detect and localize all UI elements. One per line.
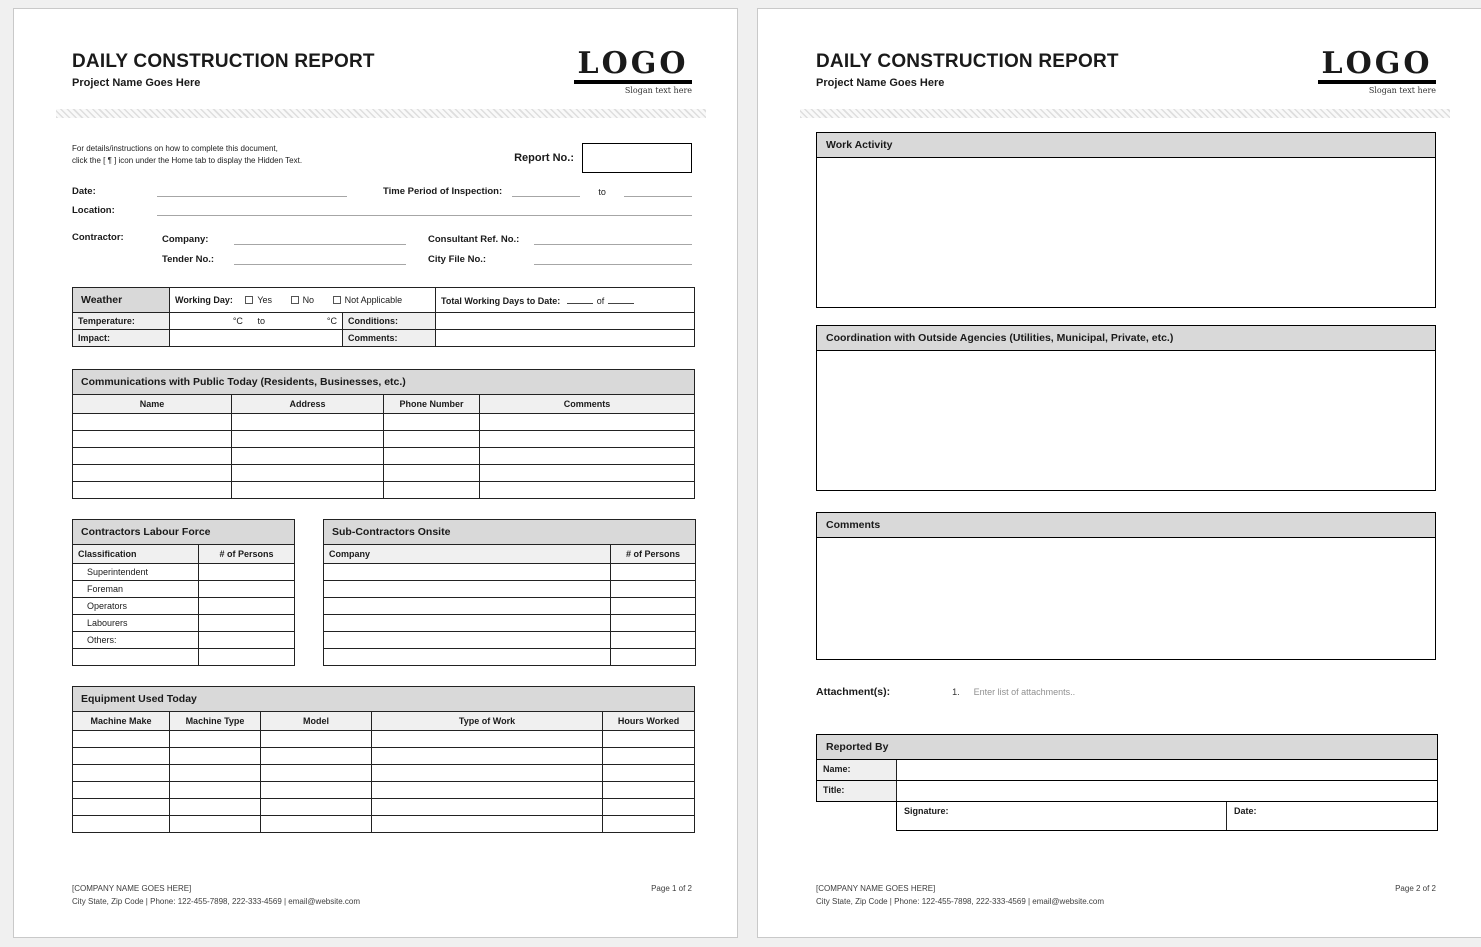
coordination-section: [816, 325, 1436, 491]
table-cell[interactable]: [261, 782, 372, 799]
signature-row: [896, 802, 1438, 831]
reported-by-name-row: [816, 760, 1438, 781]
attachments-row: [816, 686, 1436, 698]
impact-label: Impact:: [73, 330, 170, 347]
date-field[interactable]: [157, 184, 347, 197]
subcontractors-table: [323, 519, 696, 666]
no-label: No: [302, 295, 315, 305]
comments-field[interactable]: [816, 538, 1436, 660]
deg-c-1: °C: [232, 316, 243, 326]
contractor-row-1: [162, 232, 692, 245]
table-cell[interactable]: [261, 748, 372, 765]
report-no: [514, 143, 692, 173]
time-to-label: to: [598, 187, 606, 197]
total-days-cell: [436, 288, 695, 313]
table-cell[interactable]: [480, 482, 695, 499]
col-header-persons: # of Persons: [611, 545, 696, 564]
table-row: [324, 564, 696, 581]
weather-comments-label: Comments:: [343, 330, 436, 347]
signature-label: Signature:: [904, 806, 949, 816]
total-days-label: Total Working Days to Date:: [441, 296, 561, 306]
table-cell[interactable]: [170, 765, 261, 782]
contractor-grid: [162, 232, 692, 272]
table-cell[interactable]: [324, 632, 611, 649]
footer-left: [72, 883, 360, 909]
table-cell[interactable]: [232, 465, 384, 482]
col-header-machine-make: Machine Make: [73, 712, 170, 731]
labour-row-label: Superintendent: [73, 564, 199, 581]
weather-title: Weather: [73, 288, 170, 313]
labour-row-label: Others:: [73, 632, 199, 649]
location-row: [72, 203, 692, 216]
work-activity-section: [816, 132, 1436, 308]
page-1: [13, 8, 738, 938]
table-row: [73, 431, 695, 448]
working-day-cell: [170, 288, 436, 313]
table-cell[interactable]: [372, 799, 603, 816]
report-no-field[interactable]: [582, 143, 692, 173]
table-row: [73, 581, 295, 598]
col-header-company: Company: [324, 545, 611, 564]
table-row: [324, 581, 696, 598]
table-cell[interactable]: [73, 465, 232, 482]
table-cell[interactable]: [73, 448, 232, 465]
page-title: DAILY CONSTRUCTION REPORT: [816, 51, 1119, 72]
table-cell[interactable]: [261, 731, 372, 748]
table-cell[interactable]: [603, 748, 695, 765]
col-header-address: Address: [232, 395, 384, 414]
table-cell[interactable]: [372, 731, 603, 748]
yes-label: Yes: [257, 295, 273, 305]
table-cell[interactable]: [611, 564, 696, 581]
table-row: [324, 632, 696, 649]
reported-by-title: Reported By: [816, 734, 1438, 760]
footer-contact: City State, Zip Code | Phone: 122-455-7898, 222-333-4569 | email@website.com: [72, 897, 360, 907]
table-row: [73, 564, 295, 581]
table-row: [324, 615, 696, 632]
table-row: [73, 448, 695, 465]
table-row: [73, 731, 695, 748]
table-row: [73, 748, 695, 765]
table-cell[interactable]: [611, 649, 696, 666]
date-row: [72, 184, 692, 197]
page-number: Page 1 of 2: [651, 884, 692, 894]
name-label: Name:: [817, 760, 897, 780]
table-cell[interactable]: [170, 799, 261, 816]
equipment-table: [72, 686, 695, 833]
instructions-line2: click the [ ¶ ] icon under the Home tab to display the Hidden Text.: [72, 156, 303, 165]
table-cell[interactable]: [232, 414, 384, 431]
col-header-type-of-work: Type of Work: [372, 712, 603, 731]
table-cell[interactable]: [372, 748, 603, 765]
footer-company: [COMPANY NAME GOES HERE]: [72, 884, 192, 894]
checkbox-yes-icon[interactable]: [245, 296, 253, 304]
table-cell[interactable]: [199, 615, 295, 632]
attachments-placeholder[interactable]: Enter list of attachments..: [973, 687, 1076, 697]
table-cell[interactable]: [170, 731, 261, 748]
weather-table: [72, 287, 695, 347]
labour-row-label: Operators: [73, 598, 199, 615]
table-cell[interactable]: [232, 431, 384, 448]
contractor-row-2: [162, 252, 692, 265]
total-days-of-field[interactable]: [608, 294, 634, 304]
tender-no-field[interactable]: [234, 252, 406, 265]
table-cell[interactable]: [384, 431, 480, 448]
table-row: [73, 632, 295, 649]
doc-header-text: [72, 51, 375, 89]
temperature-label: Temperature:: [73, 313, 170, 330]
doc-header: [72, 46, 692, 95]
table-cell[interactable]: [73, 731, 170, 748]
time-period-label: Time Period of Inspection:: [383, 186, 503, 197]
contractor-label: Contractor:: [72, 232, 124, 243]
logo: [574, 46, 692, 95]
table-cell[interactable]: [73, 431, 232, 448]
labour-title: Contractors Labour Force: [73, 520, 295, 545]
work-activity-title: Work Activity: [816, 132, 1436, 158]
table-cell[interactable]: [384, 482, 480, 499]
title-label: Title:: [817, 781, 897, 801]
table-row: [73, 465, 695, 482]
col-header-model: Model: [261, 712, 372, 731]
table-row: [73, 649, 295, 666]
page-title: DAILY CONSTRUCTION REPORT: [72, 51, 375, 72]
project-name: Project Name Goes Here: [72, 77, 201, 89]
table-cell[interactable]: [372, 816, 603, 833]
equipment-title: Equipment Used Today: [73, 687, 695, 712]
reported-by-title-row: [816, 781, 1438, 802]
doc-header: [816, 46, 1436, 95]
table-cell[interactable]: [603, 799, 695, 816]
table-cell[interactable]: [603, 731, 695, 748]
conditions-field[interactable]: [436, 313, 695, 330]
temp-to-label: to: [257, 316, 265, 326]
date-label: Date:: [1234, 806, 1257, 816]
coordination-title: Coordination with Outside Agencies (Utilities, Municipal, Private, etc.): [816, 325, 1436, 351]
title-field[interactable]: [897, 781, 1437, 801]
logo-slogan: Slogan text here: [1368, 86, 1436, 95]
instructions-line1: For details/instructions on how to complete this document,: [72, 144, 278, 153]
logo: [1318, 46, 1436, 95]
page-footer: [816, 883, 1436, 909]
consultant-ref-field[interactable]: [534, 232, 692, 245]
consultant-ref-label: Consultant Ref. No.:: [428, 234, 520, 245]
table-cell[interactable]: [199, 649, 295, 666]
table-cell[interactable]: [73, 765, 170, 782]
table-cell[interactable]: [611, 632, 696, 649]
table-row: [73, 765, 695, 782]
table-cell[interactable]: [261, 765, 372, 782]
table-cell[interactable]: [261, 799, 372, 816]
table-cell[interactable]: [170, 782, 261, 799]
coordination-field[interactable]: [816, 351, 1436, 491]
table-cell[interactable]: [324, 615, 611, 632]
table-cell[interactable]: [384, 414, 480, 431]
table-cell[interactable]: [324, 649, 611, 666]
name-field[interactable]: [897, 760, 1437, 780]
communications-table: [72, 369, 695, 499]
company-field[interactable]: [234, 232, 406, 245]
comments-section: [816, 512, 1436, 660]
contractor-block: [72, 232, 692, 272]
table-cell[interactable]: [199, 598, 295, 615]
table-row: [324, 598, 696, 615]
impact-field[interactable]: [170, 330, 343, 347]
instructions: [72, 143, 302, 173]
logo-slogan: Slogan text here: [624, 86, 692, 95]
na-label: Not Applicable: [344, 295, 403, 305]
working-day-label: Working Day:: [175, 295, 233, 305]
labour-subcontractor-row: [72, 519, 692, 666]
table-cell[interactable]: [324, 581, 611, 598]
time-to-field[interactable]: [624, 184, 692, 197]
attachments-number: 1.: [952, 687, 960, 697]
conditions-label: Conditions:: [343, 313, 436, 330]
table-cell[interactable]: [603, 782, 695, 799]
page-number: Page 2 of 2: [1395, 884, 1436, 894]
city-file-field[interactable]: [534, 252, 692, 265]
table-cell[interactable]: [480, 448, 695, 465]
table-cell[interactable]: [73, 799, 170, 816]
checkbox-na-icon[interactable]: [333, 296, 341, 304]
communications-title: Communications with Public Today (Residents, Businesses, etc.): [73, 370, 695, 395]
signature-field[interactable]: [897, 802, 1227, 830]
location-label: Location:: [72, 205, 115, 216]
date-label: Date:: [72, 186, 96, 197]
total-days-field[interactable]: [567, 294, 593, 304]
temperature-cell[interactable]: [170, 313, 343, 330]
table-cell[interactable]: [480, 414, 695, 431]
divider-hatch: [56, 109, 706, 118]
table-cell[interactable]: [261, 816, 372, 833]
col-header-machine-type: Machine Type: [170, 712, 261, 731]
table-cell[interactable]: [73, 782, 170, 799]
city-file-label: City File No.:: [428, 254, 487, 265]
table-cell[interactable]: [480, 465, 695, 482]
table-row: [73, 598, 295, 615]
table-cell[interactable]: [73, 414, 232, 431]
footer-left: [816, 883, 1104, 909]
table-row: [324, 649, 696, 666]
table-cell[interactable]: [170, 748, 261, 765]
col-header-name: Name: [73, 395, 232, 414]
project-name: Project Name Goes Here: [816, 77, 945, 89]
table-row: [73, 482, 695, 499]
labour-row-label: Foreman: [73, 581, 199, 598]
table-cell[interactable]: [199, 632, 295, 649]
table-cell[interactable]: [372, 765, 603, 782]
working-day-na: [333, 295, 403, 305]
col-header-classification: Classification: [73, 545, 199, 564]
table-cell[interactable]: [170, 816, 261, 833]
table-cell[interactable]: [324, 564, 611, 581]
table-cell[interactable]: [384, 465, 480, 482]
table-cell[interactable]: [480, 431, 695, 448]
report-no-label: Report No.:: [514, 152, 574, 164]
table-cell[interactable]: [73, 748, 170, 765]
table-cell[interactable]: [372, 782, 603, 799]
table-row: [73, 414, 695, 431]
doc-header-text: [816, 51, 1119, 89]
col-header-comments: Comments: [480, 395, 695, 414]
of-label: of: [596, 296, 605, 306]
col-header-phone: Phone Number: [384, 395, 480, 414]
checkbox-no-icon[interactable]: [291, 296, 299, 304]
table-cell[interactable]: [611, 598, 696, 615]
subcontractors-title: Sub-Contractors Onsite: [324, 520, 696, 545]
table-cell[interactable]: [73, 816, 170, 833]
attachments-label: Attachment(s):: [816, 686, 891, 698]
col-header-hours-worked: Hours Worked: [603, 712, 695, 731]
table-cell[interactable]: [73, 482, 232, 499]
company-label: Company:: [162, 234, 209, 245]
table-cell[interactable]: [603, 765, 695, 782]
table-row: [73, 816, 695, 833]
table-row: [73, 615, 295, 632]
footer-company: [COMPANY NAME GOES HERE]: [816, 884, 936, 894]
table-cell[interactable]: [611, 615, 696, 632]
working-day-no: [291, 295, 315, 305]
logo-text: LOGO: [1318, 49, 1436, 84]
table-row: [73, 799, 695, 816]
location-field[interactable]: [157, 203, 692, 216]
table-cell[interactable]: [324, 598, 611, 615]
tender-no-label: Tender No.:: [162, 254, 215, 265]
table-cell[interactable]: [199, 581, 295, 598]
divider-hatch: [800, 109, 1450, 118]
logo-text: LOGO: [574, 49, 692, 84]
page-footer: [72, 883, 692, 909]
intro-row: [72, 143, 692, 173]
table-row: [73, 782, 695, 799]
comments-title: Comments: [816, 512, 1436, 538]
work-activity-field[interactable]: [816, 158, 1436, 308]
labour-force-table: [72, 519, 295, 666]
deg-c-2: °C: [326, 316, 337, 326]
reported-by-section: [816, 734, 1438, 831]
weather-comments-field[interactable]: [436, 330, 695, 347]
table-cell[interactable]: [232, 448, 384, 465]
table-cell[interactable]: [611, 581, 696, 598]
table-cell[interactable]: [199, 564, 295, 581]
page-2: [757, 8, 1481, 938]
table-cell[interactable]: [384, 448, 480, 465]
table-cell[interactable]: [232, 482, 384, 499]
working-day-yes: [245, 295, 272, 305]
table-cell[interactable]: [603, 816, 695, 833]
footer-contact: City State, Zip Code | Phone: 122-455-7898, 222-333-4569 | email@website.com: [816, 897, 1104, 907]
col-header-persons: # of Persons: [199, 545, 295, 564]
table-cell[interactable]: [73, 649, 199, 666]
time-from-field[interactable]: [512, 184, 580, 197]
date-field[interactable]: [1227, 802, 1437, 830]
labour-row-label: Labourers: [73, 615, 199, 632]
